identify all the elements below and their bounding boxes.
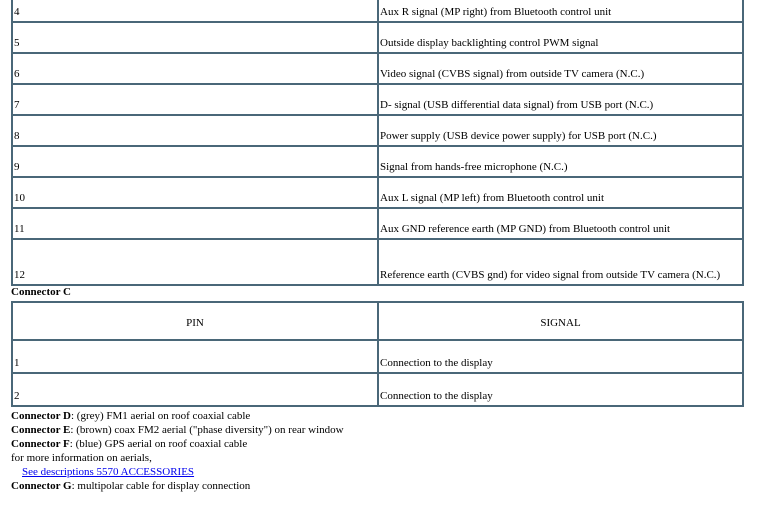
connector-b-pin-table: [11, 0, 744, 286]
connector-f-text: : (blue) GPS aerial on roof coaxial cable: [69, 438, 248, 450]
signal-cell: Connection to the display: [378, 340, 743, 373]
connector-g-note: [11, 479, 742, 493]
pin-cell: 2: [12, 373, 378, 406]
table-row: [12, 22, 743, 53]
pin-column-header: PIN: [12, 302, 378, 340]
signal-cell: D- signal (USB differential data signal) from USB port (N.C.): [378, 84, 743, 115]
document-body: [11, 0, 742, 493]
signal-cell: Power supply (USB device power supply) for USB port (N.C.): [378, 115, 743, 146]
connector-f-label: Connector F: [11, 438, 70, 450]
table-row: [12, 177, 743, 208]
connector-e-label: Connector E: [11, 424, 71, 436]
connector-f-note: [11, 437, 742, 451]
pin-cell: 4: [12, 0, 378, 22]
pin-cell: 11: [12, 208, 378, 239]
pin-cell: 12: [12, 239, 378, 285]
table-row: [12, 84, 743, 115]
pin-cell: 1: [12, 340, 378, 373]
table-row: [12, 53, 743, 84]
table-row: [12, 0, 743, 22]
accessories-link[interactable]: See descriptions 5570 ACCESSORIES: [22, 466, 195, 478]
table-row: [12, 340, 743, 373]
pin-cell: 5: [12, 22, 378, 53]
table-header-row: [12, 302, 743, 340]
signal-cell: Connection to the display: [378, 373, 743, 406]
signal-cell: Aux GND reference earth (MP GND) from Bluetooth control unit: [378, 208, 743, 239]
signal-column-header: SIGNAL: [378, 302, 743, 340]
pin-cell: 7: [12, 84, 378, 115]
signal-cell: Outside display backlighting control PWM signal: [378, 22, 743, 53]
signal-cell: Reference earth (CVBS gnd) for video signal from outside TV camera (N.C.): [378, 239, 743, 285]
table-row: [12, 239, 743, 285]
signal-cell: Signal from hands-free microphone (N.C.): [378, 146, 743, 177]
connector-e-note: [11, 423, 742, 437]
signal-cell: Video signal (CVBS signal) from outside TV camera (N.C.): [378, 53, 743, 84]
connector-notes: [11, 409, 742, 493]
connector-d-note: [11, 409, 742, 423]
connector-c-heading: Connector C: [11, 286, 71, 298]
pin-cell: 6: [12, 53, 378, 84]
pin-cell: 10: [12, 177, 378, 208]
connector-g-text: : multipolar cable for display connection: [71, 480, 251, 492]
pin-cell: 8: [12, 115, 378, 146]
table-row: [12, 373, 743, 406]
pin-cell: 9: [12, 146, 378, 177]
connector-d-text: : (grey) FM1 aerial on roof coaxial cable: [70, 410, 251, 422]
signal-cell: Aux R signal (MP right) from Bluetooth control unit: [378, 0, 743, 22]
table-row: [12, 208, 743, 239]
signal-cell: Aux L signal (MP left) from Bluetooth control unit: [378, 177, 743, 208]
connector-c-pin-table: [11, 301, 744, 407]
connector-g-label: Connector G: [11, 480, 72, 492]
connector-d-label: Connector D: [11, 410, 71, 422]
connector-e-text: : (brown) coax FM2 aerial ("phase diversity") on rear window: [70, 424, 344, 436]
aerials-info-text: for more information on aerials,: [11, 452, 152, 464]
table-row: [12, 146, 743, 177]
table-row: [12, 115, 743, 146]
